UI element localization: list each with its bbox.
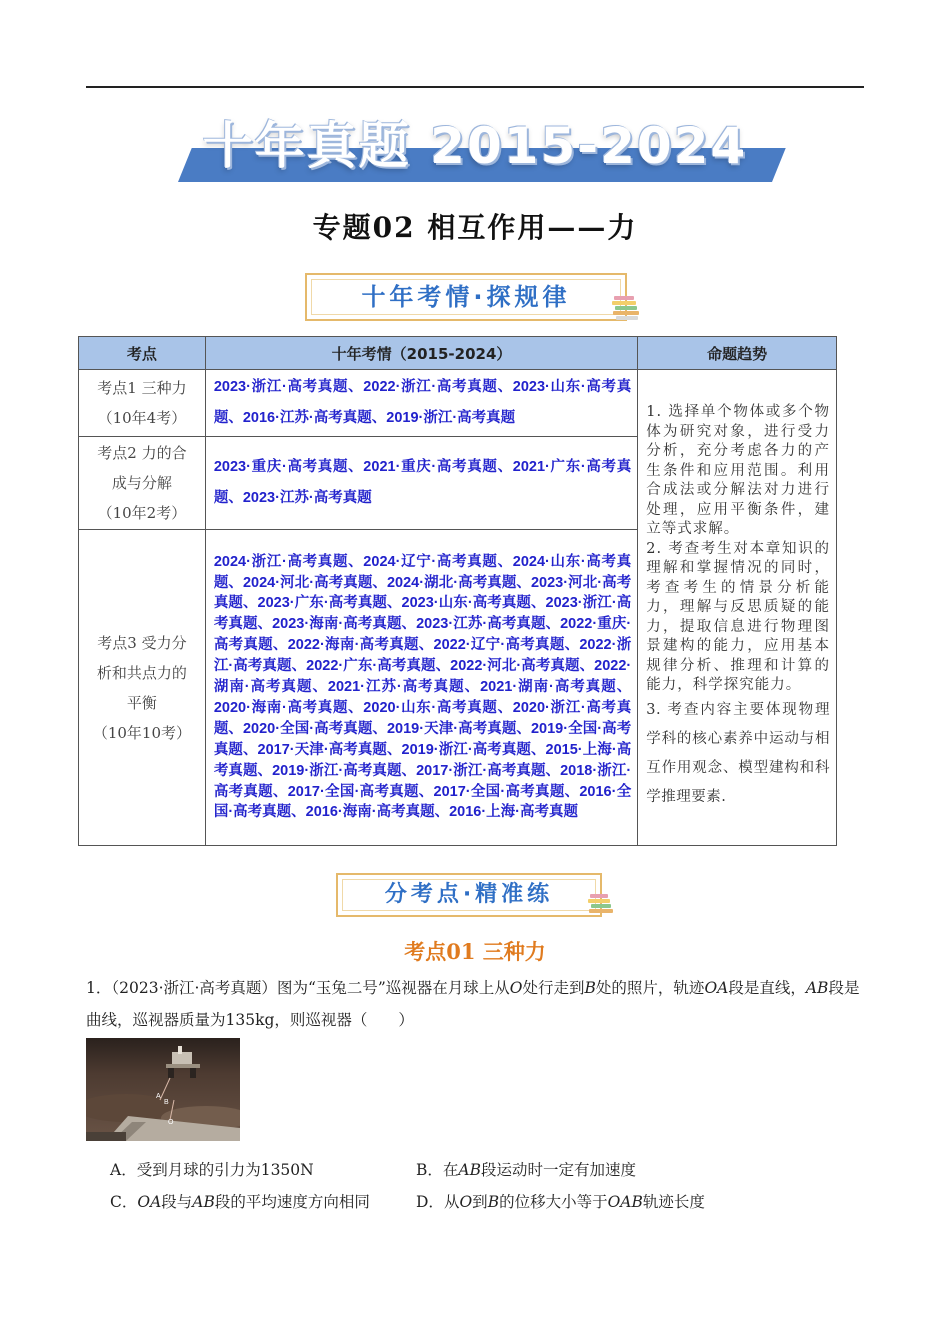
variable: O bbox=[459, 1193, 473, 1211]
question-stem bbox=[86, 972, 862, 1036]
title-banner bbox=[178, 118, 772, 184]
header-rule bbox=[86, 86, 864, 88]
question-source: （2023·浙江·高考真题） bbox=[111, 979, 277, 997]
variable: OA bbox=[137, 1193, 162, 1211]
kaodian-line: 平衡 bbox=[126, 693, 157, 712]
option-b[interactable] bbox=[416, 1158, 636, 1180]
option-letter: D． bbox=[416, 1193, 444, 1211]
option-a[interactable] bbox=[110, 1158, 314, 1180]
option-text: 受到月球的引力为1350N bbox=[136, 1161, 314, 1179]
kaodian-cell bbox=[79, 370, 206, 437]
question-text: 段是直线， bbox=[728, 979, 806, 997]
option-letter: A． bbox=[110, 1161, 137, 1179]
photo-label-o: O bbox=[168, 1119, 174, 1126]
kaodian-line: 考点1 三种力 bbox=[97, 379, 187, 397]
variable: B bbox=[487, 1193, 500, 1211]
kaodian-heading: 考点01 三种力 bbox=[404, 939, 546, 964]
question-text: 处行走到 bbox=[522, 979, 585, 997]
variable: AB bbox=[458, 1161, 481, 1179]
column-header: 十年考情（2015-2024） bbox=[205, 337, 637, 370]
question-text: 处的照片，轨迹 bbox=[595, 979, 705, 997]
questions-cell: 2024·浙江·高考真题、2024·辽宁·高考真题、2024·山东·高考真题、2024·河北·高考真题、2024·湖北·高考真题、2023·河北·高考真题、2023·广东·高考真题、2023·山东·高考真题、2023·浙江·高考真题、2023·海南·高考真题、2023·江苏·高考真题、2022·重庆·高考真题、2022·海南·高考真题、2022·辽宁·高考真题、2022·浙江·高考真题、2022·广东·高考真题、2022·河北·高考真题、2022·湖南·高考真题、2021·江苏·高考真题、2021·湖南·高考真题、2020·海南·高考真题、2020·山东·高考真题、2020·浙江·高考真题、2020·全国·高考真题、2019·天津·高考真题、2019·全国·高考真题、2017·天津·高考真题、2019·浙江·高考真题、2015·上海·高考真题、2019·浙江·高考真题、2017·浙江·高考真题、2018·浙江·高考真题、2017·全国·高考真题、2017·全国·高考真题、2016·全国·高考真题、2016·海南·高考真题、2016·上海·高考真题 bbox=[205, 530, 637, 846]
option-text: 的位移大小等于 bbox=[499, 1193, 608, 1211]
section-label-text: 十年考情·探规律 bbox=[361, 283, 571, 311]
table-header-row bbox=[79, 337, 837, 370]
kaodian-cell bbox=[79, 437, 206, 530]
variable: OAB bbox=[607, 1193, 643, 1211]
option-text: 在 bbox=[442, 1161, 459, 1179]
rover-photo-image bbox=[86, 1038, 240, 1141]
kaodian-line: （10年2考） bbox=[97, 504, 187, 522]
option-letter: C． bbox=[110, 1193, 138, 1211]
books-icon bbox=[612, 296, 642, 322]
kaodian-line: （10年4考） bbox=[97, 409, 187, 427]
variable: O bbox=[509, 979, 523, 997]
trend-paragraph: 1. 选择单个物体或多个物体为研究对象，进行受力分析，充分考虑各力的产生条件和应用范围。利用合成法或分解法对力进行处理，应用平衡条件，建立等式求解。 bbox=[646, 404, 830, 538]
variable: AB bbox=[192, 1193, 215, 1211]
column-header: 考点 bbox=[79, 337, 206, 370]
kaodian-line: （10年10考） bbox=[92, 723, 192, 742]
rover-photo bbox=[86, 1038, 240, 1141]
banner-title: 十年真题 2015-2024 bbox=[202, 117, 748, 175]
questions-cell: 2023·重庆·高考真题、2021·重庆·高考真题、2021·广东·高考真题、2023·江苏·高考真题 bbox=[205, 437, 637, 530]
trend-paragraph: 3. 考查内容主要体现物理学科的核心素养中运动与相互作用观念、模型建构和科学推理要素. bbox=[646, 701, 830, 805]
option-letter: B． bbox=[416, 1161, 443, 1179]
question-text: 图为“玉兔二号”巡视器在月球上从 bbox=[276, 979, 510, 997]
variable: OA bbox=[704, 979, 729, 997]
kaodian-cell bbox=[79, 530, 206, 846]
variable: B bbox=[584, 979, 596, 997]
column-header: 命题趋势 bbox=[638, 337, 837, 370]
option-text: 段与 bbox=[161, 1193, 193, 1211]
option-c[interactable] bbox=[110, 1190, 370, 1212]
option-text: 段的平均速度方向相同 bbox=[214, 1193, 370, 1211]
option-text: 段运动时一定有加速度 bbox=[481, 1161, 637, 1179]
variable: AB bbox=[805, 979, 829, 997]
question-number: 1． bbox=[86, 979, 112, 997]
books-icon bbox=[588, 894, 616, 918]
photo-label-b: B bbox=[164, 1099, 169, 1106]
section-label-practice bbox=[336, 873, 602, 917]
document-title: 专题02 相互作用——力 bbox=[312, 211, 638, 244]
exam-trend-table bbox=[78, 336, 837, 846]
question-text: 段是曲线，巡视器质量为135kg，则巡视器（ ） bbox=[86, 979, 860, 1029]
option-text: 轨迹长度 bbox=[642, 1193, 705, 1211]
option-text: 到 bbox=[472, 1193, 488, 1211]
photo-label-a: A bbox=[156, 1093, 161, 1100]
table-row bbox=[79, 370, 837, 437]
option-d[interactable] bbox=[416, 1190, 705, 1212]
kaodian-line: 成与分解 bbox=[111, 474, 172, 492]
trend-cell bbox=[638, 370, 837, 846]
kaodian-line: 考点3 受力分 bbox=[97, 633, 187, 652]
section-label-trends bbox=[305, 273, 627, 321]
trend-paragraph: 2. 考查考生对本章知识的理解和掌握情况的同时，考查考生的情景分析能力，理解与反思质疑的能力，提取信息进行物理图景建构的能力，应用基本规律分析、推理和计算的能力，科学探究能力。 bbox=[646, 540, 830, 694]
option-text: 从 bbox=[443, 1193, 460, 1211]
section-label-text: 分考点·精准练 bbox=[384, 882, 554, 907]
kaodian-line: 考点2 力的合 bbox=[97, 444, 187, 462]
questions-cell: 2023·浙江·高考真题、2022·浙江·高考真题、2023·山东·高考真题、2016·江苏·高考真题、2019·浙江·高考真题 bbox=[205, 370, 637, 437]
kaodian-line: 析和共点力的 bbox=[96, 663, 187, 682]
